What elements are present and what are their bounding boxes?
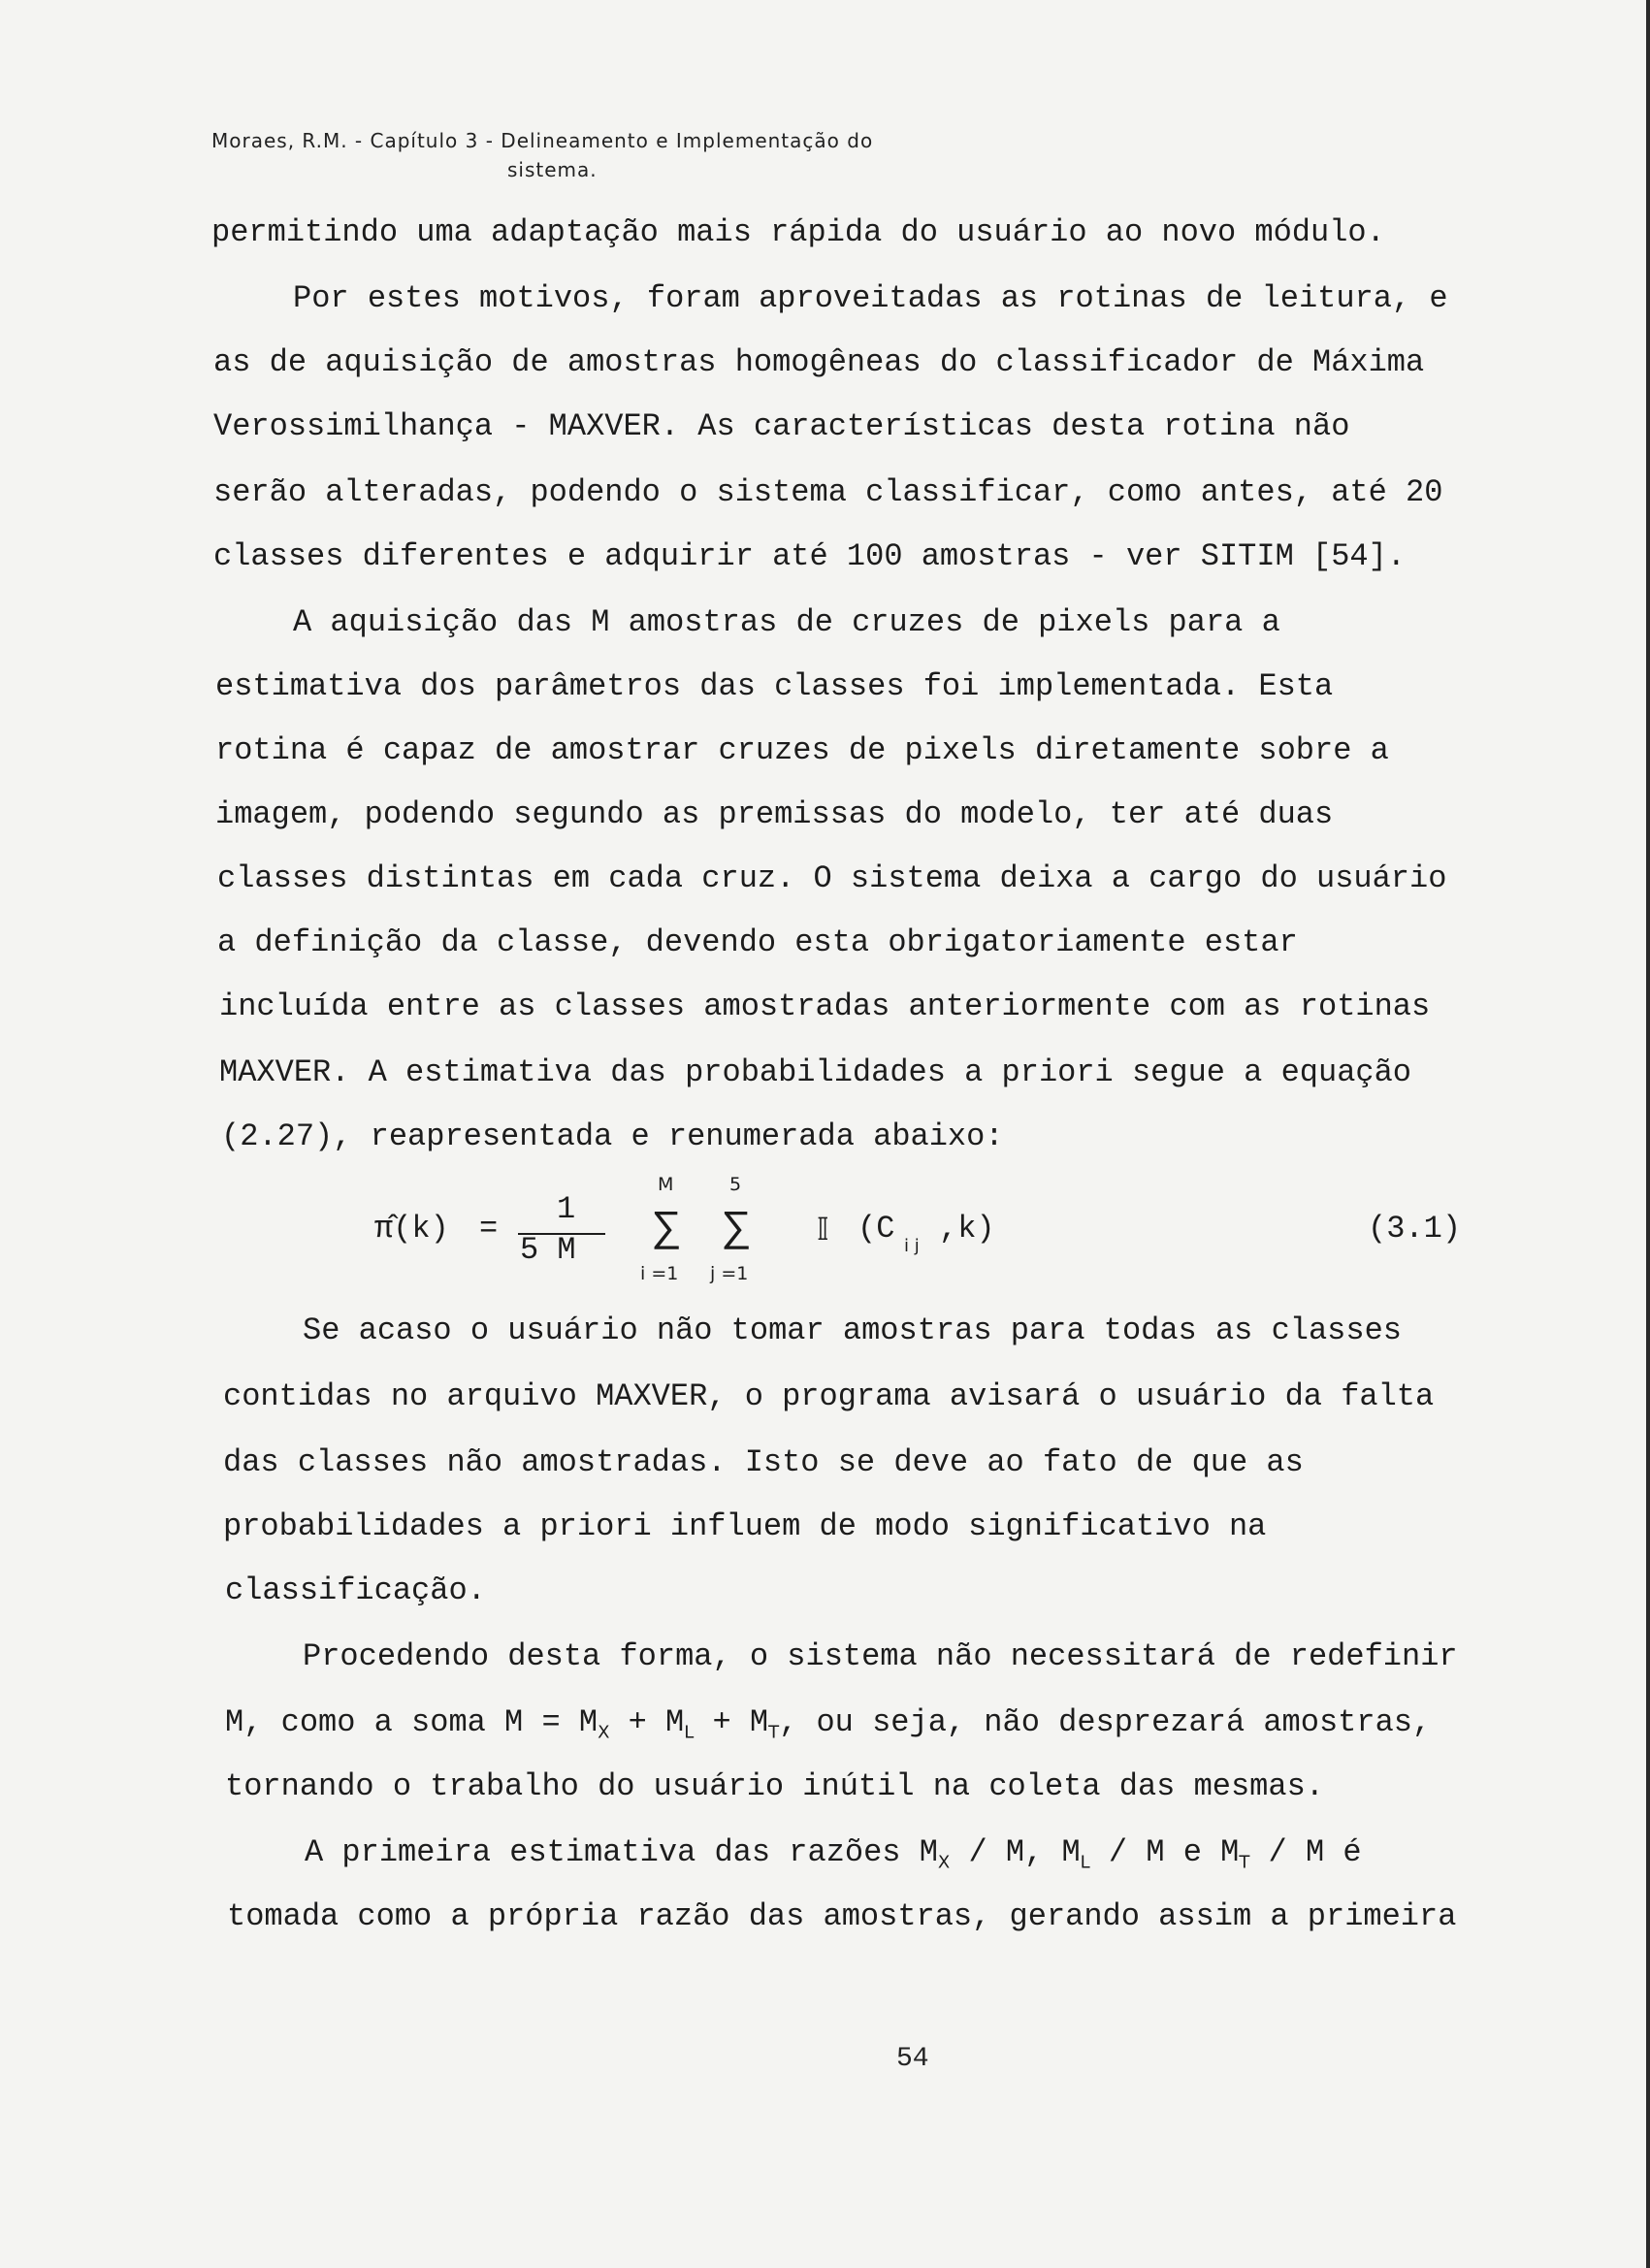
text-line: classes distintas em cada cruz. O sistema deixa a cargo do usuário bbox=[217, 860, 1447, 896]
page-edge bbox=[1646, 0, 1650, 2268]
text-line: das classes não amostradas. Isto se deve ao fato de que as bbox=[223, 1444, 1304, 1480]
text-segment: A primeira estimativa das razões M bbox=[305, 1834, 938, 1870]
text-line: rotina é capaz de amostrar cruzes de pixels diretamente sobre a bbox=[215, 732, 1389, 768]
text-line: tomada como a própria razão das amostras, gerando assim a primeira bbox=[227, 1898, 1457, 1934]
sum-j-lower-limit: j =1 bbox=[710, 1263, 749, 1284]
sum-i-lower-limit: i =1 bbox=[640, 1263, 679, 1284]
text-line: a definição da classe, devendo esta obrigatoriamente estar bbox=[217, 924, 1298, 960]
text-line: classificação. bbox=[225, 1572, 486, 1608]
text-line: Por estes motivos, foram aproveitadas as rotinas de leitura, e bbox=[293, 280, 1448, 316]
equation-equals: = bbox=[479, 1211, 499, 1247]
text-segment: / M e M bbox=[1089, 1834, 1240, 1870]
subscript-x: X bbox=[598, 1722, 610, 1743]
text-segment: M, como a soma M = M bbox=[225, 1704, 599, 1740]
text-segment: , ou seja, não desprezará amostras, bbox=[779, 1704, 1432, 1740]
text-line: (2.27), reapresentada e renumerada abaixo: bbox=[221, 1118, 1004, 1154]
text-segment: / M é bbox=[1249, 1834, 1362, 1870]
text-line: permitindo uma adaptação mais rápida do usuário ao novo módulo. bbox=[211, 214, 1385, 250]
subscript-l: L bbox=[684, 1722, 695, 1743]
text-line: classes diferentes e adquirir até 100 amostras - ver SITIM [54]. bbox=[213, 538, 1406, 574]
subscript-l: L bbox=[1080, 1852, 1090, 1873]
header-line-1: Moraes, R.M. - Capítulo 3 - Delineamento e Implementação do bbox=[211, 129, 874, 152]
text-line: Se acaso o usuário não tomar amostras para todas as classes bbox=[303, 1312, 1402, 1348]
equation-numerator: 1 bbox=[557, 1191, 576, 1227]
page-number: 54 bbox=[896, 2044, 929, 2074]
text-line: probabilidades a priori influem de modo significativo na bbox=[223, 1508, 1267, 1544]
sum-i-upper-limit: M bbox=[658, 1174, 674, 1195]
equation-denominator: 5 M bbox=[520, 1232, 576, 1268]
equation-3-1 bbox=[374, 1174, 1471, 1300]
text-line-ratio bbox=[305, 1833, 1362, 1882]
text-line: contidas no arquivo MAXVER, o programa avisará o usuário da falta bbox=[223, 1378, 1435, 1414]
subscript-t: T bbox=[768, 1722, 780, 1743]
text-line: tornando o trabalho do usuário inútil na coleta das mesmas. bbox=[225, 1768, 1324, 1804]
text-line: serão alteradas, podendo o sistema classificar, como antes, até 20 bbox=[213, 474, 1443, 510]
text-segment: + M bbox=[694, 1704, 769, 1740]
subscript-x: X bbox=[937, 1852, 951, 1873]
text-line-sum bbox=[225, 1703, 1431, 1752]
equation-number: (3.1) bbox=[1368, 1211, 1462, 1247]
equation-argument-close: ,k) bbox=[939, 1211, 995, 1247]
text-line: MAXVER. A estimativa das probabilidades a priori segue a equação bbox=[219, 1054, 1411, 1090]
sum-i-symbol: ∑ bbox=[654, 1205, 680, 1253]
header-line-2: sistema. bbox=[507, 158, 598, 181]
text-segment: + M bbox=[609, 1704, 685, 1740]
text-line: as de aquisição de amostras homogêneas do classificador de Máxima bbox=[213, 344, 1425, 380]
equation-pi-hat: π̂(k) bbox=[374, 1211, 449, 1247]
text-line: Procedendo desta forma, o sistema não necessitará de redefinir bbox=[303, 1638, 1458, 1674]
subscript-t: T bbox=[1239, 1852, 1250, 1873]
text-line: Verossimilhança - MAXVER. As características desta rotina não bbox=[213, 408, 1350, 444]
text-line: estimativa dos parâmetros das classes foi implementada. Esta bbox=[215, 668, 1334, 704]
sum-j-upper-limit: 5 bbox=[729, 1174, 742, 1195]
sum-j-symbol: ∑ bbox=[724, 1205, 750, 1253]
text-line: imagem, podendo segundo as premissas do modelo, ter até duas bbox=[215, 796, 1334, 832]
equation-argument-subscript: i j bbox=[904, 1236, 920, 1256]
equation-argument-open: (C bbox=[857, 1211, 895, 1247]
running-header bbox=[211, 126, 873, 184]
indicator-symbol: 𝕀 bbox=[817, 1214, 829, 1249]
text-line: incluída entre as classes amostradas anteriormente com as rotinas bbox=[219, 988, 1431, 1024]
text-segment: / M, M bbox=[950, 1834, 1081, 1870]
text-line: A aquisição das M amostras de cruzes de pixels para a bbox=[293, 604, 1280, 640]
